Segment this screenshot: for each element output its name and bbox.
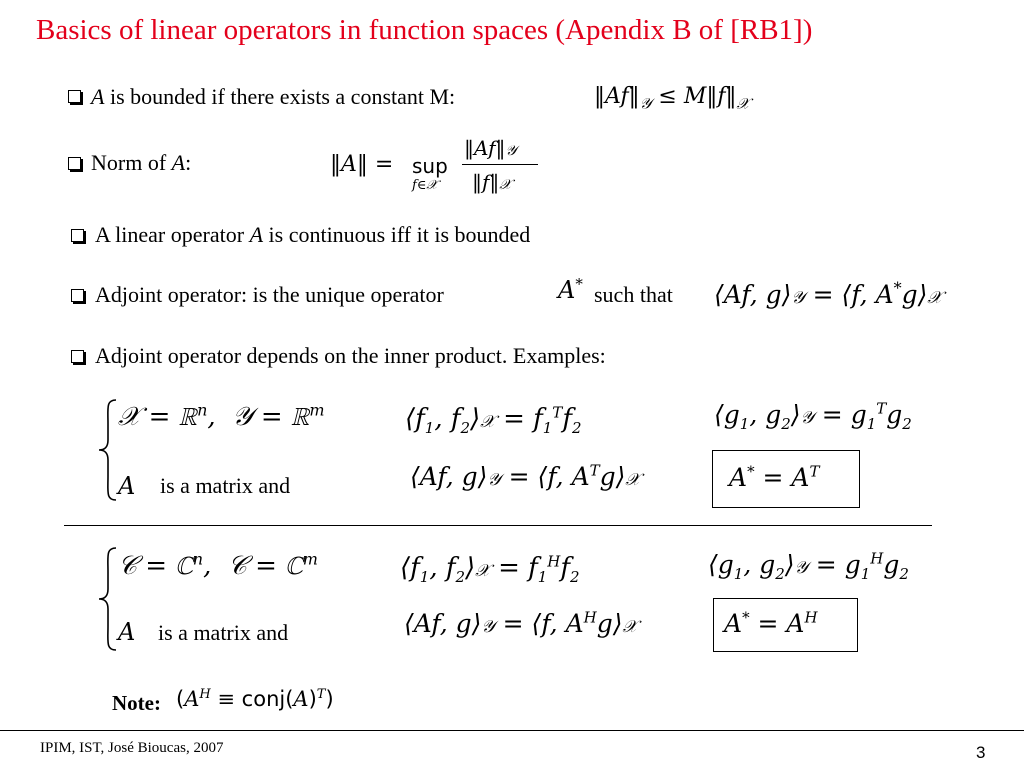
matrix-text: is a matrix and — [158, 620, 289, 645]
formula-a-star: A* — [558, 275, 583, 304]
checkbox-bullet-icon — [71, 350, 84, 363]
formula-adjoint: ⟨Af, g⟩𝒴 = ⟨f, A*g⟩𝒳 — [714, 278, 943, 309]
formula-complex-adjoint: ⟨Af, g⟩𝒴 = ⟨f, $A^Hg⟩𝒳$ — [404, 608, 638, 638]
bullet-bounded — [91, 84, 455, 110]
formula-complex-inner-y: $⟨g_1$, $g_2⟩𝒴 = g_1^Hg_2$ — [708, 549, 909, 583]
bullet-text: is bounded if there exists a constant M: — [104, 84, 456, 109]
left-brace-icon — [96, 546, 120, 652]
matrix-var: A — [118, 618, 136, 646]
formula-real-spaces: 𝒳 = ℝ$^n$, 𝒴 = ℝ$^m$ — [118, 400, 325, 432]
formula-bounded: $‖Af‖_𝒴$ ≤ $M‖f‖_𝒳$ — [594, 84, 750, 113]
checkbox-bullet-icon — [71, 229, 84, 242]
page-number: 3 — [976, 743, 986, 762]
checkbox-bullet-icon — [68, 90, 81, 103]
formula-complex-inner-x: $⟨f_1$, $f_2⟩𝒳 = f_1^Hf_2$ — [400, 552, 580, 587]
bullet-inner-product: Adjoint operator depends on the inner product. Examples: — [95, 343, 606, 368]
formula-real-inner-y: $⟨g_1$, $g_2⟩𝒴 = g_1^Tg_2$ — [714, 399, 912, 433]
bullet-suffix: : — [185, 150, 192, 175]
matrix-text: is a matrix and — [160, 473, 291, 498]
formula-complex-spaces: 𝒞 = ℂ$^n$, 𝒞 = ℂ$^m$ — [118, 549, 318, 581]
formula-norm: ‖A‖ = sup f∈𝒳 ‖Af‖𝒴 ‖f‖𝒳 — [330, 130, 550, 200]
bullet-suffix: is continuous iff it is bounded — [263, 222, 531, 247]
bullet-var: A — [91, 84, 105, 109]
checkbox-bullet-icon — [71, 289, 84, 302]
bullet-continuous — [95, 222, 530, 248]
checkbox-bullet-icon — [68, 157, 81, 170]
matrix-var: A — [118, 472, 136, 500]
section-divider — [64, 525, 932, 526]
left-brace-icon — [96, 398, 120, 502]
footer-rule — [0, 730, 1024, 731]
formula-real-adjoint: ⟨Af, g⟩𝒴 = ⟨f, $A^Tg⟩𝒳$ — [410, 461, 641, 491]
bullet-var: A — [171, 150, 186, 175]
boxed-result-hermitian: $A^* = A^H$ — [713, 598, 858, 652]
note-label: Note: — [112, 691, 161, 715]
boxed-result-transpose: $A^* = A^T$ — [712, 450, 860, 508]
footer-credit: IPIM, IST, José Bioucas, 2007 — [40, 740, 224, 756]
bullet-text: Adjoint operator: is the unique operator — [95, 282, 444, 307]
formula-note: ($A^H$ ≡ $conj(A)^T$) — [176, 687, 334, 711]
bullet-var: A — [249, 222, 264, 247]
formula-real-inner-x: $⟨f_1$, $f_2⟩𝒳 = f_1^Tf_2$ — [405, 403, 582, 438]
slide-title: Basics of linear operators in function spaces (Apendix B of [RB1]) — [36, 14, 813, 46]
bullet-text: Norm of — [91, 150, 172, 175]
bullet-suffix: such that — [594, 282, 673, 307]
bullet-norm — [91, 150, 191, 176]
bullet-text: A linear operator — [95, 222, 250, 247]
bullet-adjoint — [95, 282, 444, 308]
